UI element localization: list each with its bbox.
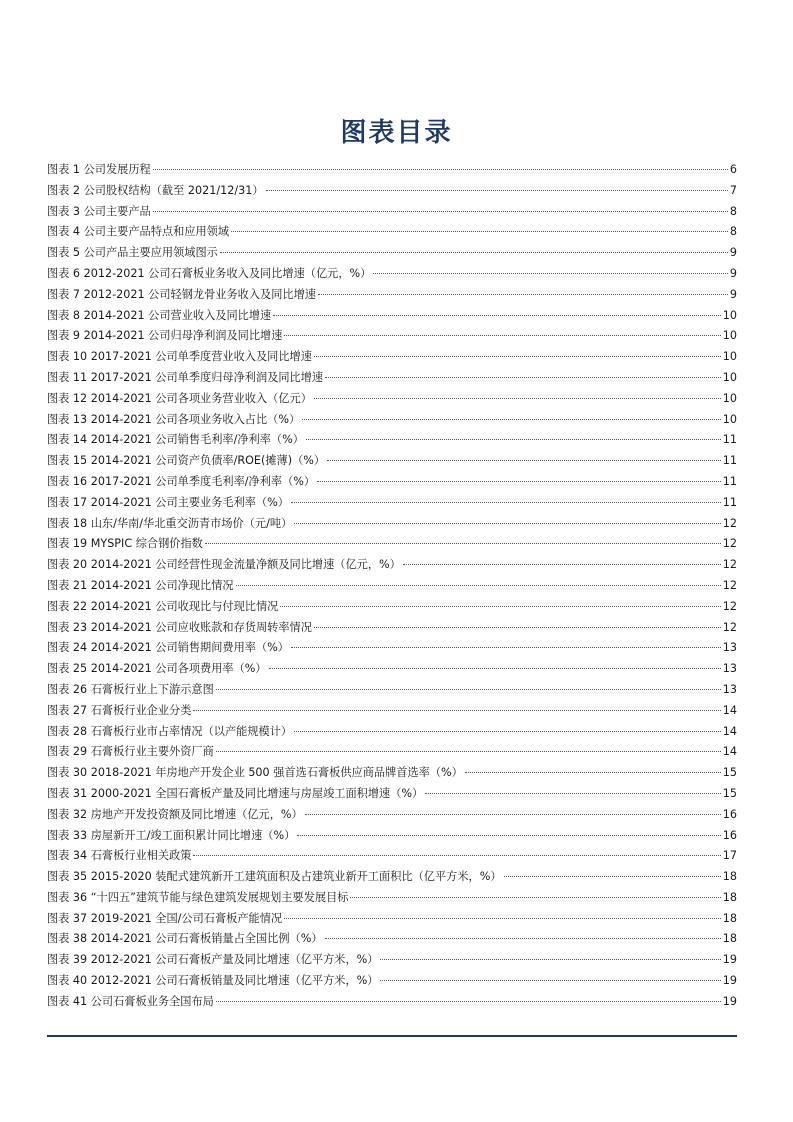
toc-entry-page: 11 (722, 474, 737, 488)
toc-entry-label: 图表 35 2015-2020 装配式建筑新开工建筑面积及占建筑业新开工面积比（亿平方米，%） (47, 870, 502, 884)
toc-dot-leader (280, 606, 720, 607)
toc-entry-page: 14 (722, 724, 737, 738)
toc-entry-label: 图表 18 山东/华南/华北重交沥青市场价（元/吨） (47, 516, 293, 530)
toc-entry-page: 11 (722, 433, 737, 447)
toc-entry-label: 图表 32 房地产开发投资额及同比增速（亿元，%） (47, 807, 303, 821)
toc-entry[interactable] (47, 597, 737, 618)
toc-entry-page: 13 (722, 682, 737, 696)
toc-entry-label: 图表 21 2014-2021 公司净现比情况 (47, 578, 234, 592)
toc-dot-leader (273, 315, 721, 316)
toc-entry-label: 图表 23 2014-2021 公司应收账款和存货周转率情况 (47, 620, 312, 634)
toc-dot-leader (306, 439, 721, 440)
toc-entry-page: 17 (722, 849, 737, 863)
toc-entry-label: 图表 26 石膏板行业上下游示意图 (47, 682, 214, 696)
toc-entry-page: 9 (729, 287, 737, 301)
toc-entry-label: 图表 1 公司发展历程 (47, 163, 151, 176)
toc-dot-leader (291, 502, 721, 503)
toc-entry-label: 图表 4 公司主要产品特点和应用领域 (47, 225, 230, 239)
toc-entry-page: 12 (722, 578, 737, 592)
toc-dot-leader (216, 689, 721, 690)
toc-entry[interactable] (47, 534, 737, 555)
toc-dot-leader (504, 876, 721, 877)
toc-dot-leader (302, 419, 721, 420)
toc-dot-leader (373, 273, 728, 274)
toc-entry-page: 12 (722, 620, 737, 634)
toc-entry[interactable] (47, 347, 737, 368)
toc-entry-label: 图表 12 2014-2021 公司各项业务营业收入（亿元） (47, 391, 312, 405)
toc-dot-leader (266, 190, 728, 191)
toc-entry-page: 16 (722, 807, 737, 821)
toc-dot-leader (294, 523, 721, 524)
toc-entry-label: 图表 19 MYSPIC 综合钢价指数 (47, 537, 203, 551)
toc-entry-label: 图表 34 石膏板行业相关政策 (47, 849, 192, 863)
toc-entry[interactable] (47, 763, 737, 784)
toc-dot-leader (269, 668, 721, 669)
toc-entry[interactable] (47, 368, 737, 389)
toc-entry-label: 图表 9 2014-2021 公司归母净利润及同比增速 (47, 329, 283, 343)
toc-entry-label: 图表 33 房屋新开工/竣工面积累计同比增速（%） (47, 828, 296, 842)
toc-entry[interactable] (47, 805, 737, 826)
toc-dot-leader (231, 231, 728, 232)
toc-entry-label: 图表 37 2019-2021 全国/公司石膏板产能情况 (47, 911, 283, 925)
toc-entry[interactable] (47, 514, 737, 535)
toc-entry-page: 18 (722, 870, 737, 884)
toc-dot-leader (236, 585, 721, 586)
toc-entry[interactable] (47, 909, 737, 930)
toc-dot-leader (284, 335, 720, 336)
toc-entry[interactable] (47, 472, 737, 493)
toc-entry-page: 10 (722, 412, 737, 426)
toc-dot-leader (153, 169, 728, 170)
toc-entry[interactable] (47, 950, 737, 971)
toc-entry-page: 18 (722, 890, 737, 904)
toc-entry-label: 图表 2 公司股权结构（截至 2021/12/31） (47, 183, 264, 197)
toc-entry-label: 图表 15 2014-2021 公司资产负债率/ROE(摊薄)（%） (47, 454, 326, 468)
toc-entry-page: 12 (722, 558, 737, 572)
toc-entry-label: 图表 5 公司产品主要应用领域图示 (47, 246, 218, 260)
toc-dot-leader (216, 1001, 721, 1002)
toc-entry[interactable] (47, 888, 737, 909)
toc-entry-page: 13 (722, 641, 737, 655)
toc-entry-label: 图表 28 石膏板行业市占率情况（以产能规模计） (47, 724, 293, 738)
toc-entry[interactable] (47, 742, 737, 763)
toc-entry-label: 图表 29 石膏板行业主要外资厂商 (47, 745, 214, 759)
toc-dot-leader (291, 647, 721, 648)
toc-dot-leader (216, 751, 721, 752)
toc-entry-page: 10 (722, 350, 737, 364)
toc-dot-leader (294, 731, 721, 732)
toc-entry-page: 14 (722, 703, 737, 717)
toc-dot-leader (380, 959, 720, 960)
toc-entry[interactable] (47, 701, 737, 722)
toc-entry[interactable] (47, 867, 737, 888)
toc-entry[interactable] (47, 264, 737, 285)
toc-entry-page: 6 (729, 163, 737, 176)
toc-dot-leader (314, 398, 721, 399)
toc-entry[interactable] (47, 576, 737, 597)
toc-entry-page: 8 (729, 204, 737, 218)
toc-entry[interactable] (47, 722, 737, 743)
toc-entry-label: 图表 10 2017-2021 公司单季度营业收入及同比增速 (47, 350, 312, 364)
toc-entry-label: 图表 27 石膏板行业企业分类 (47, 703, 192, 717)
toc-dot-leader (325, 938, 721, 939)
toc-entry-page: 11 (722, 454, 737, 468)
toc-entry[interactable] (47, 992, 737, 1013)
toc-entry[interactable] (47, 555, 737, 576)
toc-entry[interactable] (47, 410, 737, 431)
toc-entry-label: 图表 16 2017-2021 公司单季度毛利率/净利率（%） (47, 474, 316, 488)
toc-entry-page: 15 (722, 766, 737, 780)
toc-entry-label: 图表 14 2014-2021 公司销售毛利率/净利率（%） (47, 433, 304, 447)
toc-entry-label: 图表 20 2014-2021 公司经营性现金流量净额及同比增速（亿元，%） (47, 558, 401, 572)
toc-entry-page: 19 (722, 974, 737, 988)
toc-entry[interactable] (47, 326, 737, 347)
toc-entry-page: 10 (722, 308, 737, 322)
toc-dot-leader (327, 460, 721, 461)
toc-entry-page: 9 (729, 266, 737, 280)
toc-dot-leader (325, 377, 721, 378)
toc-entry-label: 图表 13 2014-2021 公司各项业务收入占比（%） (47, 412, 301, 426)
toc-entry[interactable] (47, 306, 737, 327)
toc-entry-page: 10 (722, 370, 737, 384)
toc-dot-leader (314, 627, 721, 628)
toc-dot-leader (193, 855, 720, 856)
toc-entry[interactable] (47, 493, 737, 514)
toc-entry[interactable] (47, 389, 737, 410)
footer-divider (47, 1035, 737, 1037)
toc-entry[interactable] (47, 222, 737, 243)
toc-dot-leader (297, 835, 720, 836)
toc-entry-page: 12 (722, 599, 737, 613)
toc-entry-label: 图表 8 2014-2021 公司营业收入及同比增速 (47, 308, 272, 322)
toc-dot-leader (220, 252, 728, 253)
toc-entry-page: 18 (722, 911, 737, 925)
toc-dot-leader (193, 710, 720, 711)
toc-entry-label: 图表 40 2012-2021 公司石膏板销量及同比增速（亿平方米，%） (47, 974, 379, 988)
toc-entry-page: 11 (722, 495, 737, 509)
toc-entry[interactable] (47, 826, 737, 847)
toc-dot-leader (317, 481, 721, 482)
toc-entry-label: 图表 30 2018-2021 年房地产开发企业 500 强首选石膏板供应商品牌首选率（%） (47, 766, 463, 780)
toc-entry[interactable] (47, 846, 737, 867)
toc-entry-label: 图表 41 公司石膏板业务全国布局 (47, 994, 214, 1008)
toc-dot-leader (350, 897, 720, 898)
page-title: 图表目录 (340, 118, 453, 149)
toc-entry-label: 图表 7 2012-2021 公司轻钢龙骨业务收入及同比增速 (47, 287, 316, 301)
toc-entry[interactable] (47, 181, 737, 202)
toc-entry-label: 图表 31 2000-2021 全国石膏板产量及同比增速与房屋竣工面积增速（%） (47, 786, 424, 800)
toc-dot-leader (153, 211, 728, 212)
toc-entry-page: 9 (729, 246, 737, 260)
toc-entry[interactable] (47, 680, 737, 701)
toc-dot-leader (314, 356, 721, 357)
toc-entry-page: 8 (729, 225, 737, 239)
toc-entry[interactable] (47, 202, 737, 223)
toc-list (47, 160, 737, 1013)
toc-entry-label: 图表 11 2017-2021 公司单季度归母净利润及同比增速 (47, 370, 324, 384)
toc-dot-leader (425, 793, 721, 794)
toc-entry-page: 19 (722, 994, 737, 1008)
toc-dot-leader (205, 543, 721, 544)
toc-entry-page: 19 (722, 953, 737, 967)
toc-entry-label: 图表 24 2014-2021 公司销售期间费用率（%） (47, 641, 289, 655)
toc-entry[interactable] (47, 638, 737, 659)
toc-entry-label: 图表 25 2014-2021 公司各项费用率（%） (47, 662, 267, 676)
toc-entry[interactable] (47, 430, 737, 451)
toc-entry[interactable] (47, 659, 737, 680)
toc-dot-leader (284, 918, 721, 919)
toc-entry-page: 18 (722, 932, 737, 946)
toc-dot-leader (318, 294, 728, 295)
toc-entry[interactable] (47, 243, 737, 264)
toc-dot-leader (465, 772, 721, 773)
toc-entry-page: 15 (722, 786, 737, 800)
toc-entry-page: 14 (722, 745, 737, 759)
toc-entry-page: 12 (722, 516, 737, 530)
toc-entry[interactable] (47, 285, 737, 306)
toc-entry-page: 10 (722, 391, 737, 405)
toc-entry-label: 图表 39 2012-2021 公司石膏板产量及同比增速（亿平方米，%） (47, 953, 379, 967)
toc-entry-label: 图表 22 2014-2021 公司收现比与付现比情况 (47, 599, 279, 613)
toc-entry-page: 16 (722, 828, 737, 842)
toc-entry[interactable] (47, 784, 737, 805)
toc-dot-leader (403, 564, 721, 565)
toc-entry[interactable] (47, 451, 737, 472)
toc-entry[interactable] (47, 618, 737, 639)
toc-entry-page: 7 (729, 183, 737, 197)
toc-entry-page: 13 (722, 662, 737, 676)
toc-dot-leader (305, 814, 721, 815)
toc-entry[interactable] (47, 929, 737, 950)
toc-dot-leader (380, 980, 720, 981)
toc-entry[interactable] (47, 160, 737, 181)
toc-entry[interactable] (47, 971, 737, 992)
toc-entry-page: 10 (722, 329, 737, 343)
toc-entry-page: 12 (722, 537, 737, 551)
toc-entry-label: 图表 6 2012-2021 公司石膏板业务收入及同比增速（亿元，%） (47, 266, 372, 280)
toc-entry-label: 图表 38 2014-2021 公司石膏板销量占全国比例（%） (47, 932, 323, 946)
toc-entry-label: 图表 36 “十四五”建筑节能与绿色建筑发展规划主要发展目标 (47, 890, 349, 904)
toc-entry-label: 图表 17 2014-2021 公司主要业务毛利率（%） (47, 495, 289, 509)
toc-entry-label: 图表 3 公司主要产品 (47, 204, 151, 218)
